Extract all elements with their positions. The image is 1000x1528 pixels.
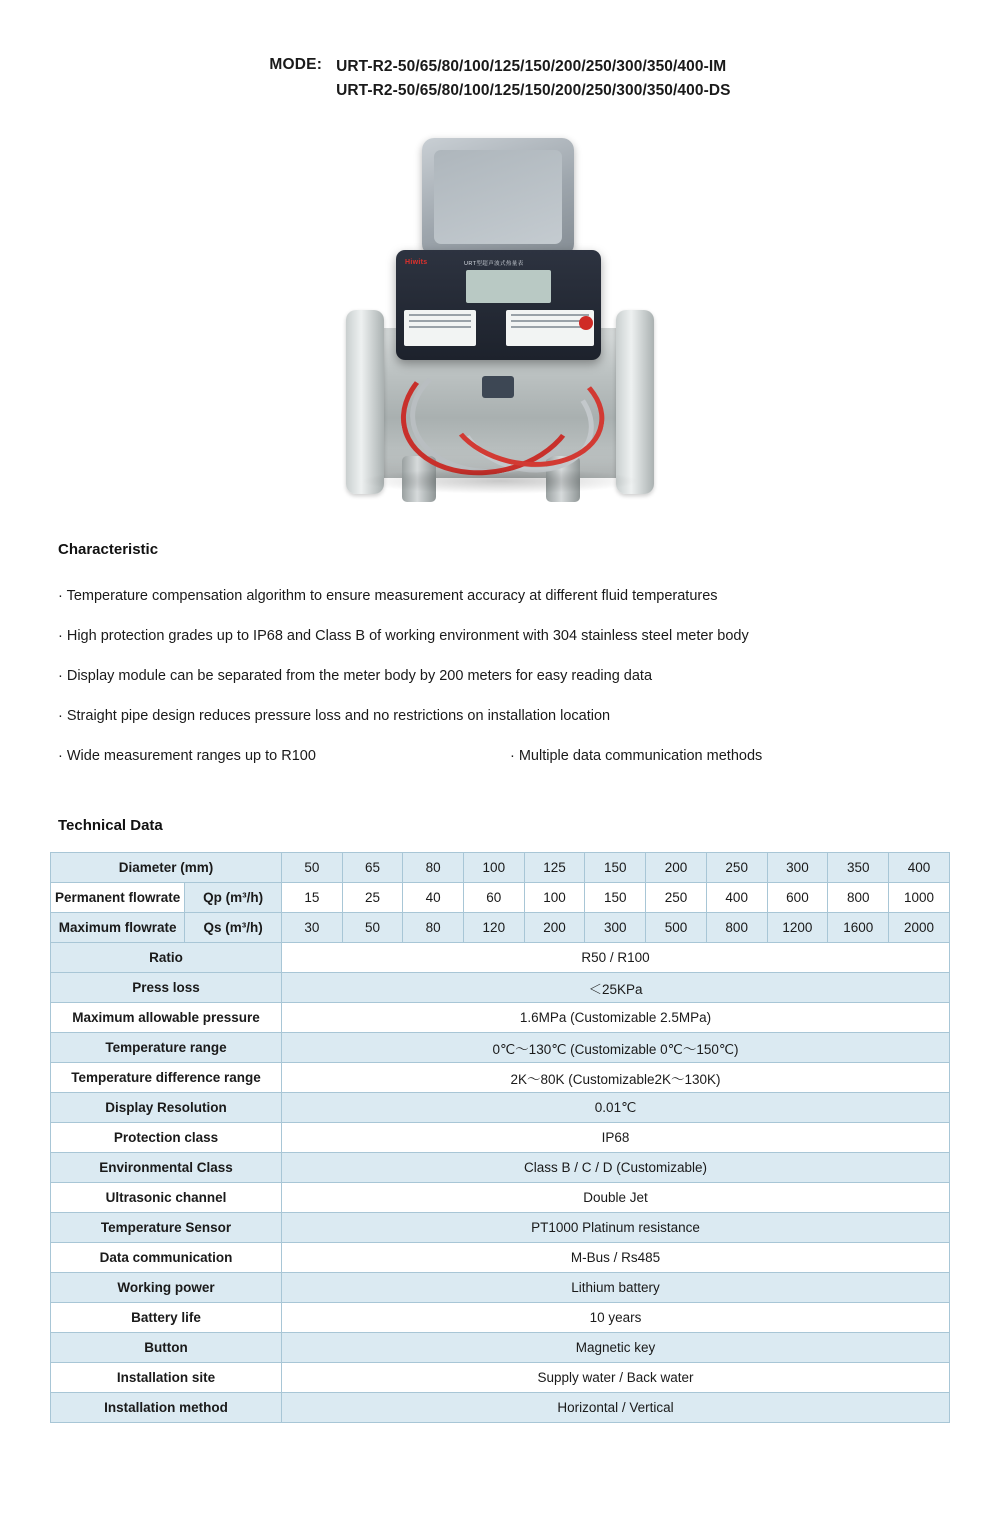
bullet-item: · High protection grades up to IP68 and Class B of working environment with 304 stainless steel meter body: [58, 628, 749, 645]
table-row: [51, 1243, 950, 1273]
table-row: [51, 1183, 950, 1213]
bullet-item: · Display module can be separated from the meter body by 200 meters for easy reading data: [58, 668, 653, 685]
spec-value: 2K～80K (Customizable2K～130K): [282, 1063, 950, 1093]
spec-value: 0.01℃: [282, 1093, 950, 1123]
device-cover-inner: [434, 150, 562, 244]
qp-cell: 40: [403, 883, 464, 913]
mode-label: MODE:: [269, 56, 323, 73]
qp-cell: 250: [646, 883, 707, 913]
table-row: [51, 1093, 950, 1123]
spec-value: ＜25KPa: [282, 973, 950, 1003]
device-title-text: URT型超声波式热量表: [464, 261, 524, 268]
brand-logo: Hiwits: [405, 259, 428, 267]
qp-cell: 400: [706, 883, 767, 913]
model-header: [0, 0, 1000, 103]
spec-label: Ratio: [51, 943, 282, 973]
qs-cell: 50: [342, 913, 403, 943]
spec-label: Working power: [51, 1273, 282, 1303]
qs-cell: 120: [463, 913, 524, 943]
table-row: [51, 1153, 950, 1183]
spec-value: Supply water / Back water: [282, 1363, 950, 1393]
technical-data-table: [50, 852, 950, 1423]
spec-value: PT1000 Platinum resistance: [282, 1213, 950, 1243]
bullet-item: · Multiple data communication methods: [510, 748, 763, 765]
lcd-screen: [466, 270, 551, 303]
table-row: [51, 943, 950, 973]
model-line-ds: URT-R2-50/65/80/100/125/150/200/250/300/350/400-DS: [336, 82, 731, 100]
diameter-cell: 250: [706, 853, 767, 883]
bullet-item: · Straight pipe design reduces pressure loss and no restrictions on installation location: [58, 708, 611, 725]
diameter-cell: 350: [828, 853, 889, 883]
permanent-flowrate-label: Permanent flowrate: [51, 883, 185, 913]
spec-value: 10 years: [282, 1303, 950, 1333]
qs-cell: 80: [403, 913, 464, 943]
table-row: [51, 1033, 950, 1063]
table-row: [51, 1393, 950, 1423]
qs-cell: 200: [524, 913, 585, 943]
table-row: [51, 1213, 950, 1243]
qp-cell: 800: [828, 883, 889, 913]
spec-label: Temperature Sensor: [51, 1213, 282, 1243]
spec-label: Ultrasonic channel: [51, 1183, 282, 1213]
diameter-cell: 400: [889, 853, 950, 883]
diameter-cell: 300: [767, 853, 828, 883]
qp-cell: 100: [524, 883, 585, 913]
qp-cell: 600: [767, 883, 828, 913]
table-row: [51, 973, 950, 1003]
spec-value: 1.6MPa (Customizable 2.5MPa): [282, 1003, 950, 1033]
qs-cell: 500: [646, 913, 707, 943]
spec-label: Data communication: [51, 1243, 282, 1273]
spec-value: Lithium battery: [282, 1273, 950, 1303]
qp-cell: 60: [463, 883, 524, 913]
maximum-flowrate-label: Maximum flowrate: [51, 913, 185, 943]
qs-cell: 1200: [767, 913, 828, 943]
spec-label: Installation site: [51, 1363, 282, 1393]
table-row-maximum-flowrate: [51, 913, 950, 943]
diameter-cell: 80: [403, 853, 464, 883]
spec-value: M-Bus / Rs485: [282, 1243, 950, 1273]
table-row: [51, 1273, 950, 1303]
qp-cell: 1000: [889, 883, 950, 913]
spec-label: Temperature range: [51, 1033, 282, 1063]
qs-cell: 2000: [889, 913, 950, 943]
spec-value: Magnetic key: [282, 1333, 950, 1363]
flange-left: [346, 310, 384, 494]
indicator-dot: [579, 316, 593, 330]
diameter-cell: 50: [282, 853, 343, 883]
table-row: [51, 1123, 950, 1153]
diameter-cell: 150: [585, 853, 646, 883]
device-cover: [422, 138, 574, 256]
model-line-im: URT-R2-50/65/80/100/125/150/200/250/300/350/400-IM: [336, 58, 727, 75]
table-row: [51, 1333, 950, 1363]
spec-label: Protection class: [51, 1123, 282, 1153]
spec-label: Press loss: [51, 973, 282, 1003]
maximum-flowrate-symbol: Qs (m³/h): [185, 913, 282, 943]
spec-value: Class B / C / D (Customizable): [282, 1153, 950, 1183]
diameter-cell: 125: [524, 853, 585, 883]
table-row: [51, 1003, 950, 1033]
table-row: [51, 1063, 950, 1093]
label-sticker-left: [404, 310, 476, 346]
table-row-diameter: [51, 853, 950, 883]
table-row: [51, 1363, 950, 1393]
technical-data-title: Technical Data: [58, 817, 163, 835]
spec-value: R50 / R100: [282, 943, 950, 973]
product-photo: [0, 133, 1000, 523]
qp-cell: 15: [282, 883, 343, 913]
spec-label: Battery life: [51, 1303, 282, 1333]
permanent-flowrate-symbol: Qp (m³/h): [185, 883, 282, 913]
characteristic-bullets: [58, 586, 938, 767]
spec-value: Horizontal / Vertical: [282, 1393, 950, 1423]
diameter-label: Diameter (mm): [51, 853, 282, 883]
qp-cell: 150: [585, 883, 646, 913]
bullet-item: · Wide measurement ranges up to R100: [58, 748, 316, 765]
spec-label: Display Resolution: [51, 1093, 282, 1123]
qp-cell: 25: [342, 883, 403, 913]
characteristic-title: Characteristic: [58, 541, 159, 559]
table-row-permanent-flowrate: [51, 883, 950, 913]
spec-label: Environmental Class: [51, 1153, 282, 1183]
diameter-cell: 65: [342, 853, 403, 883]
qs-cell: 800: [706, 913, 767, 943]
qs-cell: 1600: [828, 913, 889, 943]
qs-cell: 300: [585, 913, 646, 943]
flange-right: [616, 310, 654, 494]
photo-shadow: [360, 468, 640, 494]
cable-connector: [482, 376, 514, 398]
diameter-cell: 200: [646, 853, 707, 883]
bullet-item: · Temperature compensation algorithm to ensure measurement accuracy at different fluid temperatures: [58, 588, 718, 605]
spec-label: Button: [51, 1333, 282, 1363]
spec-value: Double Jet: [282, 1183, 950, 1213]
spec-label: Temperature difference range: [51, 1063, 282, 1093]
spec-label: Maximum allowable pressure: [51, 1003, 282, 1033]
spec-label: Installation method: [51, 1393, 282, 1423]
display-head-unit: [396, 250, 601, 360]
spec-value: IP68: [282, 1123, 950, 1153]
qs-cell: 30: [282, 913, 343, 943]
diameter-cell: 100: [463, 853, 524, 883]
table-row: [51, 1303, 950, 1333]
spec-value: 0℃～130℃ (Customizable 0℃～150℃): [282, 1033, 950, 1063]
